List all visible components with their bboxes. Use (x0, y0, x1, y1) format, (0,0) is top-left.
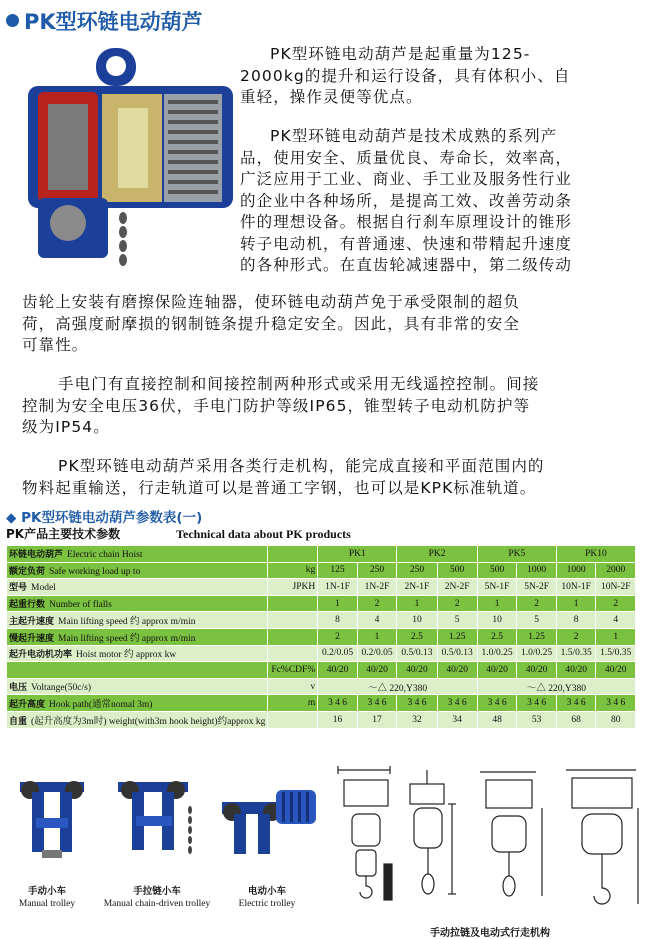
table-cell: 2000 (596, 562, 636, 579)
table-cell: 1N-1F (318, 579, 358, 596)
row-unit (268, 612, 318, 629)
p2-full-line: 可靠性。 (22, 336, 89, 354)
row-label-en: Hoist motor 约 approx kw (76, 650, 177, 661)
table-cell: 40/20 (397, 662, 437, 679)
table-cell: PK1 (318, 546, 397, 563)
table-row (7, 695, 636, 712)
p3-line: 控制为安全电压36伏，手电门防护等级IP65，锥型转子电动机防护等 (22, 396, 531, 415)
table-cell: 40/20 (596, 662, 636, 679)
table-cell: 5 (517, 612, 557, 629)
table-cell: 8 (318, 612, 358, 629)
row-unit: Fc%CDF% (268, 662, 318, 679)
table-row (7, 662, 636, 679)
caption-cn: 电动小车 (247, 886, 286, 897)
p2-line: 件的理想设备。根据自行刹车原理设计的锥形 (240, 213, 573, 231)
table-cell: 40/20 (477, 662, 517, 679)
intro-paragraph (240, 44, 640, 109)
table-cell: 2 (437, 595, 477, 612)
caption-en: Manual chain-driven trolley (103, 899, 211, 909)
row-label-cn: 自重 (9, 716, 28, 727)
p1-line: 2000kg的提升和运行设备，具有体积小、自 (240, 66, 571, 85)
row-unit (268, 546, 318, 563)
row-label (7, 595, 268, 612)
table-cell: 3 4 6 (318, 695, 358, 712)
control-paragraph (22, 374, 642, 439)
table-row (7, 711, 636, 728)
p2-full-line: 齿轮上安装有磨擦保险连轴器，使环链电动葫芦免于承受限制的超负 (22, 293, 521, 311)
table-cell: 2.5 (477, 628, 517, 645)
p1-line: PK型环链电动葫芦是起重量为125- (270, 45, 531, 63)
manual-trolley-image (12, 770, 92, 870)
table-cell: 3 4 6 (517, 695, 557, 712)
row-label-en: Main lifting speed 约 approx m/min (58, 617, 196, 628)
row-label-en: Safe working load up to (49, 566, 141, 577)
table-cell: 1.25 (437, 628, 477, 645)
table-cell: PK5 (477, 546, 556, 563)
dimension-drawings (330, 764, 646, 920)
table-cell: 10 (477, 612, 517, 629)
table-cell: 2 (318, 628, 358, 645)
table-subtitle (6, 525, 351, 542)
chain-trolley-caption (92, 886, 222, 910)
table-cell: 2 (517, 595, 557, 612)
table-cell: 500 (437, 562, 477, 579)
table-cell: 3 4 6 (357, 695, 397, 712)
table-cell: 34 (437, 711, 477, 728)
row-unit: JPKH (268, 579, 318, 596)
row-label (7, 546, 268, 563)
table-cell: 250 (357, 562, 397, 579)
electric-trolley-caption (222, 886, 312, 910)
table-cell: 1 (477, 595, 517, 612)
table-cell: 0.2/0.05 (318, 645, 358, 662)
caption-en: Electric trolley (238, 899, 296, 909)
table-cell: 32 (397, 711, 437, 728)
manual-trolley-caption (2, 886, 92, 910)
row-label (7, 645, 268, 662)
p2-line: 的企业中各种场所，是提高工效、改善劳动条 (240, 191, 573, 210)
table-cell: 5N-1F (477, 579, 517, 596)
table-cell: 1000 (556, 562, 596, 579)
table-cell: 3 4 6 (437, 695, 477, 712)
table-cell: 40/20 (517, 662, 557, 679)
table-cell: 1N-2F (357, 579, 397, 596)
row-label-en: Main lifting speed 约 approx m/min (58, 633, 196, 644)
caption-cn: 手动小车 (27, 886, 66, 897)
drawing-caption: 手动拉链及电动式行走机构 (430, 928, 550, 939)
table-cell: 500 (477, 562, 517, 579)
row-label-en: Number of flalls (49, 600, 112, 611)
row-label (7, 678, 268, 695)
table-subtitle-cn: PK产品主要技术参数 (6, 527, 121, 541)
table-cell: 2 (357, 595, 397, 612)
table-cell: 2 (596, 595, 636, 612)
p2-line: 品，使用安全、质量优良、寿命长，效率高， (240, 148, 573, 167)
spec-table (6, 545, 636, 729)
row-unit: kg (268, 562, 318, 579)
table-cell: PK2 (397, 546, 477, 563)
row-label-cn: 起升电动机功率 (9, 650, 73, 661)
table-subtitle-en: Technical data about PK products (176, 527, 351, 541)
p4-line: 物料起重输送，行走轨道可以是普通工字钢，也可以是KPK标准轨道。 (22, 478, 537, 497)
row-label (7, 695, 268, 712)
table-cell: 3 4 6 (477, 695, 517, 712)
row-label (7, 628, 268, 645)
table-cell: 68 (556, 711, 596, 728)
table-cell: ～△ 220,Y380 (318, 678, 478, 695)
table-cell: 10 (397, 612, 437, 629)
row-label-cn: 电压 (9, 683, 28, 694)
caption-cn: 手拉链小车 (133, 886, 181, 897)
row-label-cn: 慢起升速度 (9, 633, 55, 644)
row-label-en: Model (31, 583, 56, 594)
table-cell: 10N-2F (596, 579, 636, 596)
row-label-en: Voltange(50c/s) (31, 683, 91, 694)
table-cell: ～△ 220,Y380 (477, 678, 635, 695)
row-label (7, 579, 268, 596)
row-label-en: (起升高度为3m时) weight(with3m hook height)约approx kg (31, 716, 266, 727)
table-cell: 1.0/0.25 (477, 645, 517, 662)
row-label-cn: 主起升速度 (9, 617, 55, 628)
row-label (7, 562, 268, 579)
row-unit (268, 595, 318, 612)
table-cell: 40/20 (318, 662, 358, 679)
table-cell: 1.5/0.35 (596, 645, 636, 662)
table-row (7, 579, 636, 596)
row-label-en: Hook path(通常nomal 3m) (49, 700, 153, 711)
table-cell: 17 (357, 711, 397, 728)
electric-trolley-image (212, 782, 322, 862)
table-cell: 4 (357, 612, 397, 629)
row-unit (268, 628, 318, 645)
p2-full-line: 荷，高强度耐摩损的钢制链条提升稳定安全。因此，具有非常的安全 (22, 314, 521, 333)
table-cell: 0.2/0.05 (357, 645, 397, 662)
table-cell: 1 (357, 628, 397, 645)
p2-line: 的各种形式。在直齿轮减速器中，第二级传动 (240, 256, 573, 274)
table-cell: 2N-2F (437, 579, 477, 596)
row-label-en: Electric chain Hoist (67, 550, 143, 561)
table-row (7, 678, 636, 695)
table-cell: 2 (556, 628, 596, 645)
table-cell: 10N-1F (556, 579, 596, 596)
table-cell: 3 4 6 (397, 695, 437, 712)
table-cell: 8 (556, 612, 596, 629)
table-cell: 5N-2F (517, 579, 557, 596)
table-cell: 16 (318, 711, 358, 728)
row-unit: m (268, 695, 318, 712)
table-row (7, 562, 636, 579)
table-cell: 1 (596, 628, 636, 645)
p1-line: 重轻，操作灵便等优点。 (240, 88, 423, 106)
p3-line: 手电门有直接控制和间接控制两种形式或采用无线遥控控制。间接 (58, 375, 540, 393)
table-cell: 1000 (517, 562, 557, 579)
row-label-cn: 额定负荷 (9, 566, 46, 577)
p2-line: 转子电动机，有普通速、快速和带精起升速度 (240, 234, 573, 253)
travel-paragraph (22, 456, 642, 499)
table-row (7, 595, 636, 612)
table-row (7, 628, 636, 645)
tech-paragraph-full (22, 292, 642, 357)
table-cell: 40/20 (437, 662, 477, 679)
row-label-cn: 起升高度 (9, 700, 46, 711)
table-cell: 1 (556, 595, 596, 612)
row-unit (268, 645, 318, 662)
p2-line: PK型环链电动葫芦是技术成熟的系列产 (270, 127, 558, 145)
table-cell: 1 (318, 595, 358, 612)
table-cell: 3 4 6 (596, 695, 636, 712)
page-title (6, 6, 203, 36)
table-row (7, 546, 636, 563)
row-label-cn: 型号 (9, 583, 28, 594)
table-cell: 40/20 (556, 662, 596, 679)
p4-line: PK型环链电动葫芦采用各类行走机构，能完成直接和平面范围内的 (58, 457, 545, 475)
bullet-dot-icon (6, 14, 19, 27)
row-unit: v (268, 678, 318, 695)
table-cell: 2N-1F (397, 579, 437, 596)
table-cell: 0.5/0.13 (437, 645, 477, 662)
table-cell: 0.5/0.13 (397, 645, 437, 662)
row-label (7, 662, 268, 679)
table-row (7, 645, 636, 662)
table-cell: 5 (437, 612, 477, 629)
table-cell: 40/20 (357, 662, 397, 679)
p2-line: 广泛应用于工业、商业、手工业及服务性行业 (240, 170, 573, 188)
hoist-cutaway-image (18, 48, 238, 273)
table-cell: 3 4 6 (556, 695, 596, 712)
p3-line: 级为IP54。 (22, 418, 110, 436)
tech-paragraph-right (240, 126, 640, 277)
chain-trolley-image (110, 770, 200, 870)
table-cell: 2.5 (397, 628, 437, 645)
row-label-cn: 起重行数 (9, 600, 46, 611)
table-cell: 1.25 (517, 628, 557, 645)
row-label (7, 612, 268, 629)
table-cell: 125 (318, 562, 358, 579)
section-title: ◆ PK型环链电动葫芦参数表(一) (6, 510, 203, 526)
table-cell: 1.0/0.25 (517, 645, 557, 662)
table-row (7, 612, 636, 629)
table-cell: PK10 (556, 546, 635, 563)
row-unit (268, 711, 318, 728)
table-cell: 48 (477, 711, 517, 728)
table-cell: 1.5/0.35 (556, 645, 596, 662)
table-cell: 4 (596, 612, 636, 629)
table-cell: 53 (517, 711, 557, 728)
row-label-cn: 环链电动葫芦 (9, 550, 64, 561)
table-cell: 1 (397, 595, 437, 612)
caption-en: Manual trolley (18, 899, 76, 909)
title-text: PK型环链电动葫芦 (24, 10, 203, 34)
table-cell: 250 (397, 562, 437, 579)
row-label (7, 711, 268, 728)
table-cell: 80 (596, 711, 636, 728)
